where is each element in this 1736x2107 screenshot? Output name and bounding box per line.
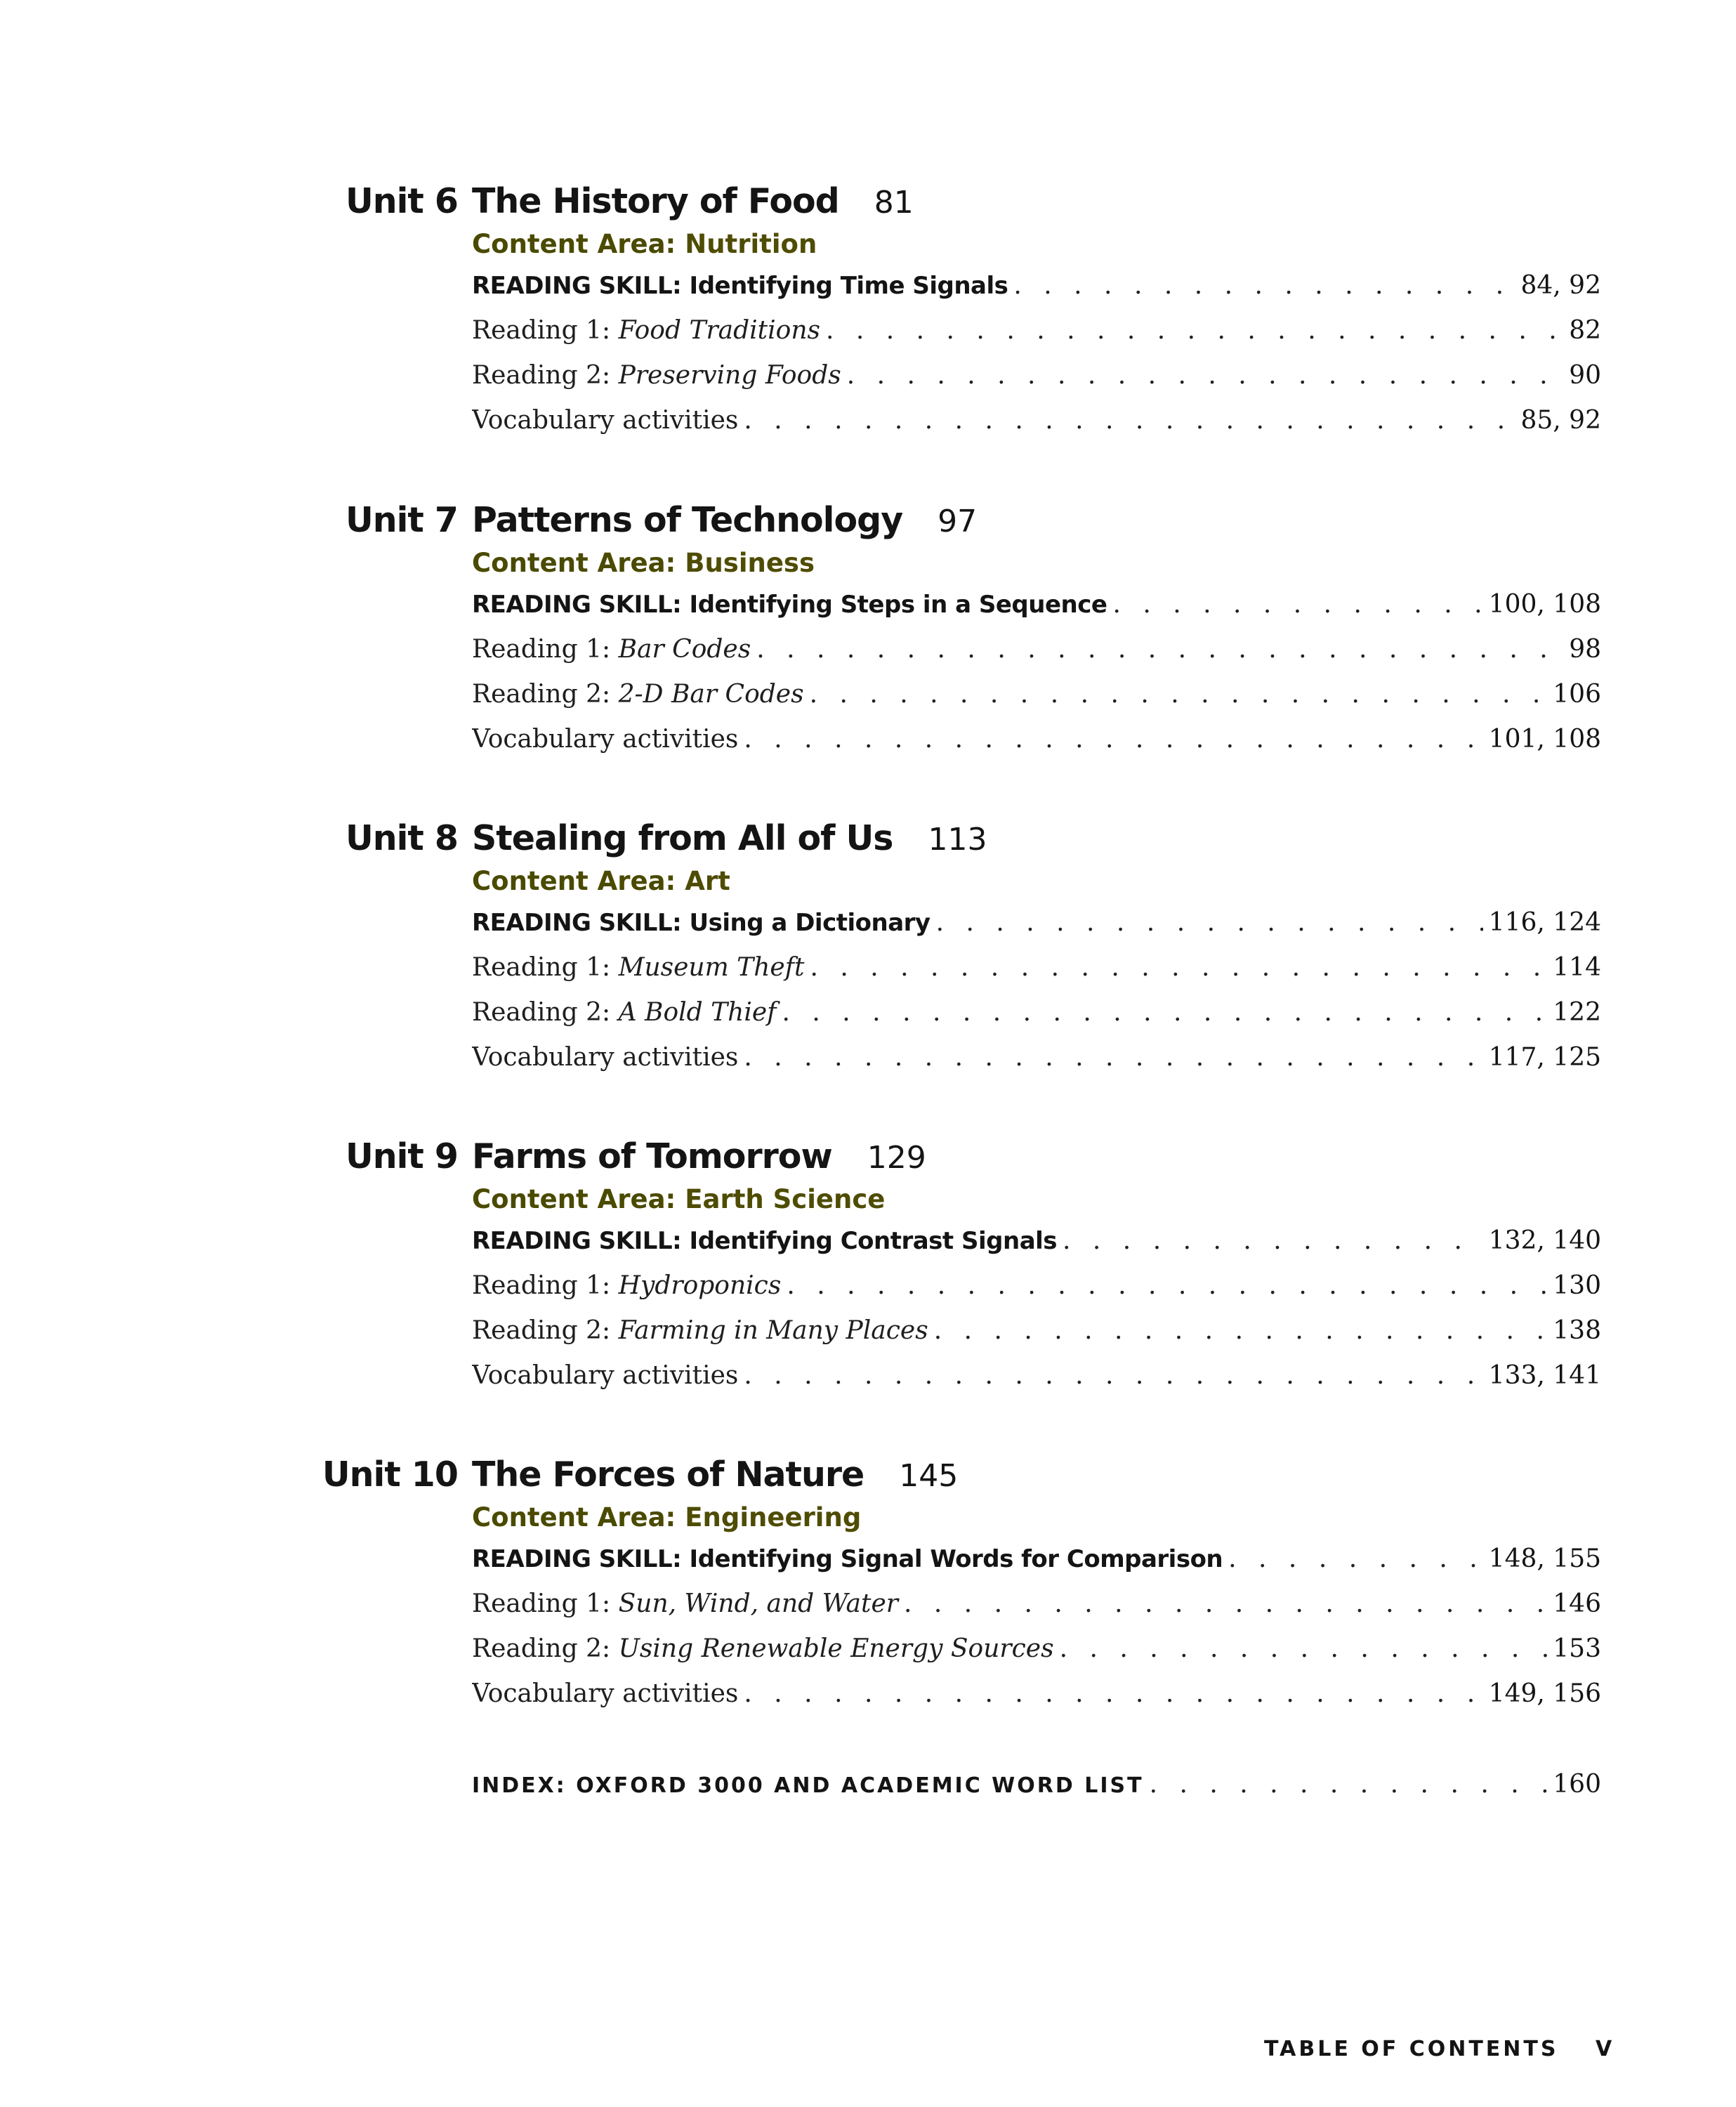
- page-numbers: 90: [1569, 361, 1601, 390]
- page-numbers: 98: [1569, 635, 1601, 664]
- vocabulary-entry: [472, 725, 1601, 754]
- unit-label: Unit 9: [345, 1136, 458, 1176]
- dot-leader: [744, 406, 1515, 435]
- reading-skill-entry: [472, 1226, 1601, 1255]
- reading-skill-name: Identifying Time Signals: [689, 272, 1008, 300]
- content-area-name: Engineering: [685, 1502, 862, 1532]
- dot-leader: [744, 1679, 1482, 1708]
- content-area-prefix: Content Area:: [472, 1502, 676, 1532]
- dot-leader: [1112, 590, 1482, 619]
- page-numbers: 117, 125: [1488, 1043, 1601, 1072]
- page-numbers: 100, 108: [1488, 590, 1601, 619]
- vocabulary-entry: [472, 1679, 1601, 1708]
- vocabulary-label: Vocabulary activities: [472, 1361, 739, 1390]
- reading-label: [472, 316, 820, 345]
- reading-title: 2-D Bar Codes: [618, 680, 804, 709]
- unit-label: Unit 6: [345, 181, 458, 221]
- reading-skill-entry: [472, 908, 1601, 937]
- reading-label: [472, 953, 804, 982]
- content-area-prefix: Content Area:: [472, 548, 676, 578]
- reading-title: Food Traditions: [618, 316, 820, 345]
- unit-header: [0, 181, 1736, 235]
- dot-leader: [782, 998, 1548, 1027]
- reading-entry: [472, 998, 1601, 1027]
- unit-section: [0, 1136, 1736, 1390]
- reading-entry: [472, 635, 1601, 664]
- content-area-name: Nutrition: [685, 229, 817, 259]
- reading-prefix: Reading 2:: [472, 680, 611, 709]
- folio-page-numeral: V: [1596, 2037, 1612, 2061]
- dot-leader: [744, 725, 1482, 754]
- reading-title: A Bold Thief: [618, 998, 777, 1027]
- page-numbers: 138: [1553, 1316, 1601, 1345]
- dot-leader: [1060, 1634, 1548, 1663]
- unit-page-number: 113: [928, 822, 987, 858]
- unit-section: [0, 1455, 1736, 1708]
- reading-prefix: Reading 1:: [472, 1589, 611, 1618]
- index-page-number: 160: [1553, 1770, 1601, 1799]
- reading-skill-prefix: READING SKILL:: [472, 909, 682, 937]
- reading-label: [472, 1589, 898, 1618]
- unit-page-number: 145: [899, 1458, 959, 1494]
- reading-title: Sun, Wind, and Water: [618, 1589, 898, 1618]
- index-label: INDEX: OXFORD 3000 AND ACADEMIC WORD LIST: [472, 1773, 1144, 1798]
- unit-header: [0, 1136, 1736, 1190]
- dot-leader: [1150, 1770, 1548, 1799]
- vocabulary-label: Vocabulary activities: [472, 725, 739, 754]
- page-numbers: 148, 155: [1488, 1544, 1601, 1573]
- reading-prefix: Reading 2:: [472, 361, 611, 390]
- vocabulary-entry: [472, 1043, 1601, 1072]
- unit-title-text: Stealing from All of Us: [472, 818, 893, 858]
- reading-skill-name: Identifying Contrast Signals: [689, 1227, 1058, 1255]
- content-area-name: Business: [685, 548, 815, 578]
- reading-skill-prefix: READING SKILL:: [472, 1227, 682, 1255]
- unit-title: [472, 500, 977, 540]
- reading-label: [472, 680, 804, 709]
- page-numbers: 149, 156: [1488, 1679, 1601, 1708]
- reading-prefix: Reading 2:: [472, 998, 611, 1027]
- vocabulary-label: Vocabulary activities: [472, 1043, 739, 1072]
- unit-title-text: Patterns of Technology: [472, 500, 903, 540]
- reading-title: Bar Codes: [618, 635, 751, 664]
- unit-title: [472, 181, 914, 221]
- reading-entry: [472, 316, 1601, 345]
- reading-skill-label: [472, 591, 1107, 619]
- reading-skill-label: [472, 1227, 1057, 1255]
- reading-prefix: Reading 1:: [472, 1271, 611, 1300]
- reading-prefix: Reading 1:: [472, 953, 611, 982]
- unit-section: [0, 818, 1736, 1072]
- reading-skill-name: Identifying Signal Words for Comparison: [689, 1545, 1223, 1573]
- dot-leader: [936, 908, 1483, 937]
- unit-title-text: Farms of Tomorrow: [472, 1136, 832, 1176]
- reading-skill-entry: [472, 1544, 1601, 1573]
- vocabulary-entry: [472, 406, 1601, 435]
- reading-entry: [472, 680, 1601, 709]
- vocabulary-entry: [472, 1361, 1601, 1390]
- unit-title-text: The Forces of Nature: [472, 1455, 864, 1495]
- page-numbers: 146: [1553, 1589, 1601, 1618]
- dot-leader: [810, 953, 1547, 982]
- page-numbers: 116, 124: [1488, 908, 1601, 937]
- dot-leader: [1063, 1226, 1483, 1255]
- content-area: [472, 866, 730, 896]
- dot-leader: [756, 635, 1563, 664]
- unit-page-number: 129: [867, 1140, 926, 1176]
- content-area: [472, 1184, 885, 1214]
- unit-title: [472, 1136, 926, 1176]
- reading-prefix: Reading 2:: [472, 1634, 611, 1663]
- reading-entry: [472, 361, 1601, 390]
- dot-leader: [826, 316, 1563, 345]
- reading-label: [472, 1271, 781, 1300]
- reading-skill-label: [472, 1545, 1223, 1573]
- reading-title: Hydroponics: [618, 1271, 782, 1300]
- content-area-name: Art: [685, 866, 730, 896]
- reading-entry: [472, 1634, 1601, 1663]
- reading-label: [472, 1316, 928, 1345]
- page-numbers: 153: [1553, 1634, 1601, 1663]
- content-area-prefix: Content Area:: [472, 866, 676, 896]
- page-numbers: 132, 140: [1488, 1226, 1601, 1255]
- reading-skill-label: [472, 909, 931, 937]
- unit-title: [472, 1455, 958, 1495]
- reading-skill-prefix: READING SKILL:: [472, 591, 682, 619]
- dot-leader: [744, 1361, 1482, 1390]
- reading-title: Preserving Foods: [618, 361, 841, 390]
- reading-entry: [472, 1271, 1601, 1300]
- vocabulary-label: Vocabulary activities: [472, 1679, 739, 1708]
- reading-title: Museum Theft: [618, 953, 805, 982]
- content-area-prefix: Content Area:: [472, 229, 676, 259]
- page-numbers: 82: [1569, 316, 1601, 345]
- reading-prefix: Reading 1:: [472, 316, 611, 345]
- page-numbers: 130: [1553, 1271, 1601, 1300]
- reading-skill-name: Identifying Steps in a Sequence: [689, 591, 1107, 619]
- reading-skill-name: Using a Dictionary: [689, 909, 931, 937]
- dot-leader: [787, 1271, 1547, 1300]
- unit-section: [0, 181, 1736, 435]
- unit-page-number: 81: [874, 185, 914, 221]
- page-numbers: 114: [1553, 953, 1601, 982]
- page-numbers: 84, 92: [1520, 271, 1601, 300]
- unit-header: [0, 1455, 1736, 1508]
- running-footer: TABLE OF CONTENTS: [1264, 2037, 1559, 2061]
- unit-header: [0, 500, 1736, 553]
- reading-prefix: Reading 2:: [472, 1316, 611, 1345]
- unit-label: Unit 7: [345, 500, 458, 540]
- dot-leader: [1013, 271, 1515, 300]
- reading-skill-prefix: READING SKILL:: [472, 1545, 682, 1573]
- reading-entry: [472, 1316, 1601, 1345]
- unit-header: [0, 818, 1736, 872]
- index-entry: [472, 1770, 1601, 1799]
- page-numbers: 122: [1553, 998, 1601, 1027]
- content-area: [472, 1502, 861, 1532]
- content-area-prefix: Content Area:: [472, 1184, 676, 1214]
- unit-title-text: The History of Food: [472, 181, 839, 221]
- content-area: [472, 548, 815, 578]
- reading-entry: [472, 953, 1601, 982]
- content-area: [472, 229, 817, 259]
- reading-entry: [472, 1589, 1601, 1618]
- reading-skill-prefix: READING SKILL:: [472, 272, 682, 300]
- reading-label: [472, 1634, 1054, 1663]
- unit-page-number: 97: [938, 504, 978, 539]
- unit-label: Unit 8: [345, 818, 458, 858]
- dot-leader: [1228, 1544, 1483, 1573]
- dot-leader: [810, 680, 1548, 709]
- reading-label: [472, 635, 751, 664]
- dot-leader: [934, 1316, 1548, 1345]
- dot-leader: [904, 1589, 1547, 1618]
- vocabulary-label: Vocabulary activities: [472, 406, 739, 435]
- dot-leader: [744, 1043, 1482, 1072]
- reading-title: Farming in Many Places: [618, 1316, 928, 1345]
- reading-skill-entry: [472, 271, 1601, 300]
- reading-prefix: Reading 1:: [472, 635, 611, 664]
- unit-label: Unit 10: [322, 1455, 458, 1495]
- reading-label: [472, 998, 777, 1027]
- page-numbers: 133, 141: [1488, 1361, 1601, 1390]
- reading-skill-label: [472, 272, 1008, 300]
- dot-leader: [847, 361, 1563, 390]
- page-numbers: 85, 92: [1520, 406, 1601, 435]
- unit-section: [0, 500, 1736, 754]
- reading-label: [472, 361, 841, 390]
- page-numbers: 106: [1553, 680, 1601, 709]
- page-numbers: 101, 108: [1488, 725, 1601, 754]
- reading-title: Using Renewable Energy Sources: [618, 1634, 1054, 1663]
- content-area-name: Earth Science: [685, 1184, 886, 1214]
- reading-skill-entry: [472, 590, 1601, 619]
- unit-title: [472, 818, 987, 858]
